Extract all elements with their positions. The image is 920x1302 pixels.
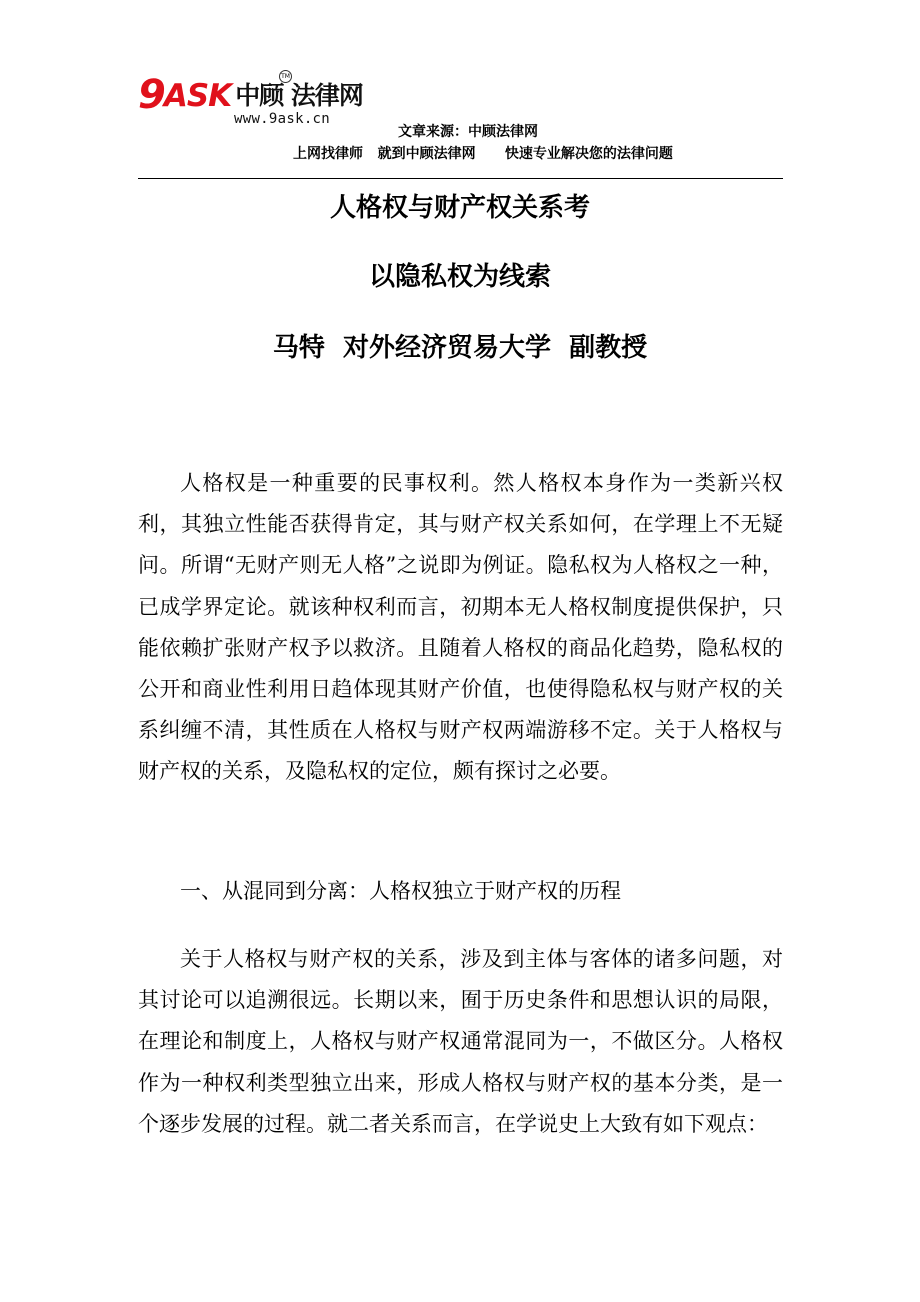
body-paragraph-intro: 人格权是一种重要的民事权利。然人格权本身作为一类新兴权利，其独立性能否获得肯定，其与财产权关系如何，在学理上不无疑问。所谓“无财产则无人格”之说即为例证。隐私权为人格权之一种，已成学界定论。就该种权利而言，初期本无人格权制度提供保护，只能依赖扩张财产权予以救济。且随着人格权的商品化趋势，隐私权的公开和商业性利用日趋体现其财产价值，也使得隐私权与财产权的关系纠缠不清，其性质在人格权与财产权两端游移不定。关于人格权与财产权的关系，及隐私权的定位，颇有探讨之必要。 — [138, 471, 783, 784]
site-slogan: 上网找律师 就到中顾法律网 快速专业解决您的法律问题 — [293, 146, 673, 162]
section-heading: 一、从混同到分离：人格权独立于财产权的历程 — [180, 879, 621, 903]
trademark-icon: TM — [279, 70, 292, 83]
document-subtitle: 以隐私权为线索 — [368, 262, 551, 292]
header-divider — [138, 178, 783, 179]
document-title: 人格权与财产权关系考 — [329, 193, 590, 223]
site-logo[interactable] — [138, 70, 378, 132]
logo-mark — [138, 72, 363, 118]
author-line: 马特 对外经济贸易大学 副教授 — [272, 333, 648, 363]
logo-url: www.9ask.cn — [234, 111, 331, 127]
article-source: 文章来源：中顾法律网 — [398, 124, 538, 140]
logo-nine: 9 — [138, 72, 164, 118]
body-paragraph: 关于人格权与财产权的关系，涉及到主体与客体的诸多问题，对其讨论可以追溯很远。长期以来，囿于历史条件和思想认识的局限，在理论和制度上，人格权与财产权通常混同为一，不做区分。人格权作为一种权利类型独立出来，形成人格权与财产权的基本分类，是一个逐步发展的过程。就二者关系而言，在学说史上大致有如下观点： — [138, 947, 783, 1136]
logo-ask: ASK — [163, 78, 232, 114]
logo-name: 中顾 法律网 — [235, 81, 363, 110]
